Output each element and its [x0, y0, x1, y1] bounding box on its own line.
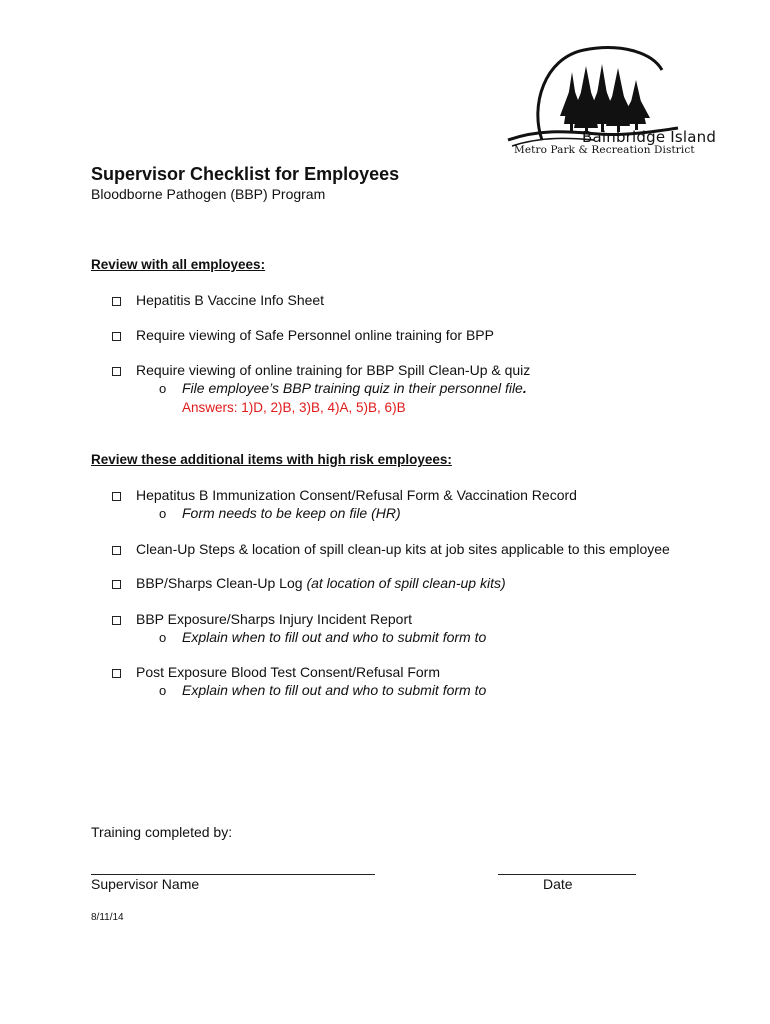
- checkbox-icon[interactable]: [112, 616, 121, 625]
- quiz-answers: Answers: 1)D, 2)B, 3)B, 4)A, 5)B, 6)B: [182, 400, 406, 415]
- checklist-item-label: Hepatitis B Vaccine Info Sheet: [136, 292, 325, 308]
- logo-org-subtitle: Metro Park & Recreation District: [514, 144, 695, 156]
- checklist-item-label: BBP Exposure/Sharps Injury Incident Report: [136, 611, 413, 627]
- logo-org-name: Bainbridge Island: [582, 128, 717, 146]
- training-completed-label: Training completed by:: [91, 824, 233, 840]
- sub-bullet-icon: o: [159, 381, 167, 396]
- checklist-sub-item: Form needs to be keep on file (HR): [182, 505, 401, 521]
- sub-bullet-icon: o: [159, 506, 167, 521]
- checklist-item-label: Post Exposure Blood Test Consent/Refusal Form: [136, 664, 441, 680]
- checklist-item-label: Require viewing of Safe Personnel online training for BPP: [136, 327, 494, 343]
- supervisor-name-label: Supervisor Name: [91, 876, 200, 892]
- checkbox-icon[interactable]: [112, 669, 121, 678]
- section-heading-high-risk: Review these additional items with high risk employees:: [91, 452, 452, 467]
- checkbox-icon[interactable]: [112, 580, 121, 589]
- checkbox-icon[interactable]: [112, 297, 121, 306]
- page-title: Supervisor Checklist for Employees: [91, 164, 400, 184]
- checkbox-icon[interactable]: [112, 492, 121, 501]
- checklist-sub-item: File employee’s BBP training quiz in their personnel file.: [182, 380, 527, 396]
- section-heading-all-employees: Review with all employees:: [91, 257, 266, 272]
- checklist-item-label: BBP/Sharps Clean-Up Log (at location of spill clean-up kits): [136, 575, 506, 591]
- supervisor-signature-line[interactable]: [91, 874, 375, 875]
- checklist-item-note: (at location of spill clean-up kits): [306, 575, 506, 591]
- checklist-item-label: Require viewing of online training for BBP Spill Clean-Up & quiz: [136, 362, 531, 378]
- sub-bullet-icon: o: [159, 683, 167, 698]
- checkbox-icon[interactable]: [112, 332, 121, 341]
- date-signature-line[interactable]: [498, 874, 636, 875]
- date-label: Date: [543, 876, 573, 892]
- checklist-sub-item: Explain when to fill out and who to submit form to: [182, 629, 487, 645]
- page-subtitle: Bloodborne Pathogen (BBP) Program: [91, 186, 326, 202]
- checklist-sub-item: Explain when to fill out and who to submit form to: [182, 682, 487, 698]
- checklist-item-label: Hepatitus B Immunization Consent/Refusal Form & Vaccination Record: [136, 487, 577, 503]
- document-date: 8/11/14: [91, 912, 124, 923]
- sub-bullet-icon: o: [159, 630, 167, 645]
- checklist-item-label: Clean-Up Steps & location of spill clean-up kits at job sites applicable to this employee: [136, 541, 670, 557]
- checkbox-icon[interactable]: [112, 367, 121, 376]
- checkbox-icon[interactable]: [112, 546, 121, 555]
